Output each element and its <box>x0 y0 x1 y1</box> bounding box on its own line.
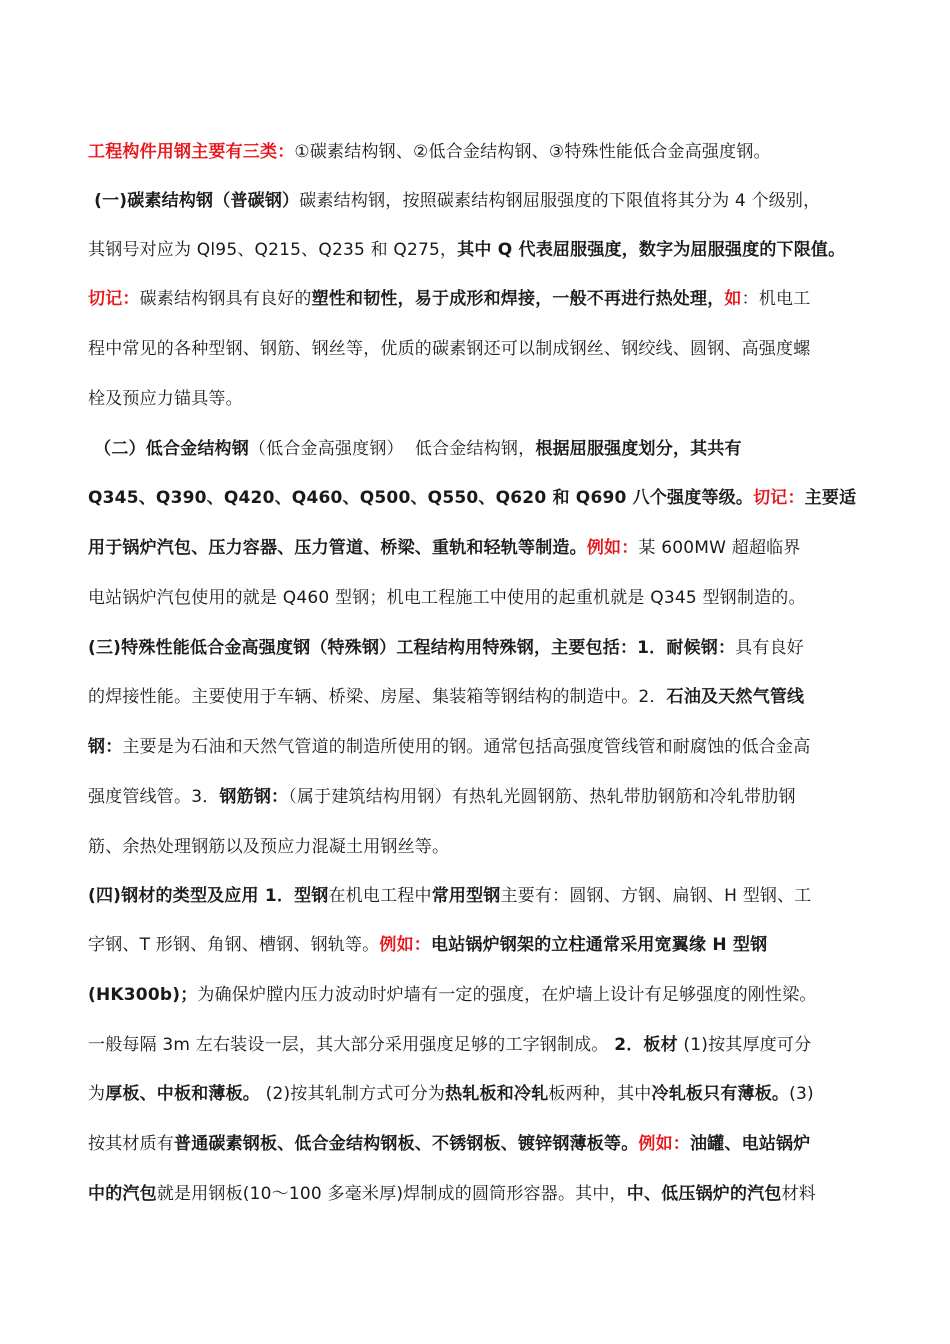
text-line <box>88 387 243 411</box>
bold-text: 钢筋钢： <box>219 787 289 807</box>
body-text: 一般每隔 3m 左右装设一层，其大部分采用强度足够的工字钢制成。 <box>88 1035 615 1055</box>
body-text: 碳素结构钢，按照碳素结构钢屈服强度的下限值将其分为 4 个级别， <box>299 191 821 211</box>
bold-text: 根据屈服强度划分，其共有 <box>535 439 742 459</box>
body-text: 为 <box>88 1084 106 1104</box>
bold-text: (HK300b)； <box>88 985 198 1005</box>
body-text: 其钢号对应为 Ql95、Q215、Q235 和 Q275， <box>88 240 458 260</box>
body-text: （低合金高强度钢） 低合金结构钢， <box>248 439 536 459</box>
body-text: ：机电工 <box>741 289 811 309</box>
body-text: 强度管线管。3． <box>88 787 220 807</box>
body-text: 板两种，其中 <box>548 1084 652 1104</box>
text-line <box>88 933 767 957</box>
highlight-text: 切记： <box>753 488 805 508</box>
highlight-text: 工程构件用钢主要有三类： <box>88 142 295 162</box>
text-line <box>88 437 742 461</box>
bold-text: (三)特殊性能低合金高强度钢（特殊钢）工程结构用特殊钢，主要包括：1．耐候钢： <box>88 638 736 658</box>
text-line <box>88 1132 810 1156</box>
body-text: 在机电工程中 <box>328 886 432 906</box>
text-line <box>88 586 806 610</box>
bold-text: 石油及天然气管线 <box>666 687 805 707</box>
text-line <box>88 536 801 560</box>
text-line <box>88 486 856 510</box>
text-line <box>88 785 796 809</box>
body-text: 碳素结构钢具有良好的 <box>139 289 312 309</box>
body-text: 字钢、T 形钢、角钢、槽钢、钢轨等。 <box>88 935 380 955</box>
body-text: 某 600MW 超超临界 <box>638 538 801 558</box>
bold-text: 厚板、中板和薄板。 <box>105 1084 261 1104</box>
highlight-text: 例如： <box>638 1134 691 1154</box>
text-line <box>88 1182 816 1206</box>
text-line <box>88 238 845 262</box>
bold-text: 中、低压锅炉的汽包 <box>626 1184 782 1204</box>
bold-text: 普通碳素钢板、低合金结构钢板、不锈钢板、镀锌钢薄板等。 <box>174 1134 639 1154</box>
bold-text: 钢： <box>88 737 123 757</box>
bold-text: 主要适 <box>804 488 857 508</box>
body-text: 材料 <box>781 1184 816 1204</box>
body-text: (1)按其厚度可分 <box>677 1035 812 1055</box>
text-line <box>88 189 820 213</box>
bold-text: 用于锅炉汽包、压力容器、压力管道、桥梁、重轨和轻轨等制造。 <box>88 538 587 558</box>
bold-text: 冷轧板只有薄板。 <box>651 1084 790 1104</box>
text-line <box>88 140 771 164</box>
bold-text: (四)钢材的类型及应用 1．型钢 <box>88 886 329 906</box>
body-text: 主要有：圆钢、方钢、扁钢、H 型钢、工 <box>500 886 812 906</box>
bold-text: (一)碳素结构钢（普碳钢） <box>88 191 300 211</box>
text-line <box>88 337 810 361</box>
bold-text: 热轧板和冷轧 <box>445 1084 549 1104</box>
text-line <box>88 735 810 759</box>
body-text: 按其材质有 <box>88 1134 174 1154</box>
highlight-text: 例如： <box>586 538 639 558</box>
text-line <box>88 287 810 311</box>
body-text: 电站锅炉汽包使用的就是 Q460 型钢；机电工程施工中使用的起重机就是 Q345 型钢制造的。 <box>88 588 806 608</box>
bold-text: （二）低合金结构钢 <box>88 439 249 459</box>
body-text: (2)按其轧制方式可分为 <box>260 1084 446 1104</box>
body-text: 筋、余热处理钢筋以及预应力混凝土用钢丝等。 <box>88 837 450 857</box>
bold-text: 电站锅炉钢架的立柱通常采用宽翼缘 H 型钢 <box>431 935 768 955</box>
text-line <box>88 1082 814 1106</box>
body-text: (3) <box>789 1084 814 1104</box>
highlight-text: 例如： <box>379 935 431 955</box>
body-text: 主要是为石油和天然气管道的制造所使用的钢。通常包括高强度管线管和耐腐蚀的低合金高 <box>122 737 811 757</box>
body-text: 的焊接性能。主要使用于车辆、桥梁、房屋、集装箱等钢结构的制造中。2． <box>88 687 667 707</box>
body-text: 为确保炉膛内压力波动时炉墙有一定的强度，在炉墙上设计有足够强度的刚性梁。 <box>197 985 817 1005</box>
bold-text: 中的汽包 <box>88 1184 157 1204</box>
bold-text: 2．板材 <box>614 1035 678 1055</box>
bold-text: Q345、Q390、Q420、Q460、Q500、Q550、Q620 和 Q690 八个强度等级。 <box>88 488 754 508</box>
text-line <box>88 1033 811 1057</box>
body-text: （属于建筑结构用钢）有热轧光圆钢筋、热轧带肋钢筋和冷轧带肋钢 <box>288 787 796 807</box>
body-text: 就是用钢板(10～100 多毫米厚)焊制成的圆筒形容器。其中， <box>156 1184 627 1204</box>
body-text: 栓及预应力锚具等。 <box>88 389 243 409</box>
body-text: 具有良好 <box>735 638 804 658</box>
bold-text: 常用型钢 <box>431 886 501 906</box>
highlight-text: 切记： <box>88 289 140 309</box>
text-line <box>88 884 812 908</box>
bold-text: 塑性和韧性，易于成形和焊接，一般不再进行热处理， <box>311 289 725 309</box>
highlight-text: 如 <box>724 289 742 309</box>
bold-text: 其中 Q 代表屈服强度，数字为屈服强度的下限值。 <box>457 240 846 260</box>
body-text: 程中常见的各种型钢、钢筋、钢丝等，优质的碳素钢还可以制成钢丝、钢绞线、圆钢、高强度螺 <box>88 339 811 359</box>
text-line <box>88 636 804 660</box>
body-text: ①碳素结构钢、②低合金结构钢、③特殊性能低合金高强度钢。 <box>294 142 771 162</box>
text-line <box>88 685 804 709</box>
bold-text: 油罐、电站锅炉 <box>690 1134 811 1154</box>
text-line <box>88 835 449 859</box>
text-line <box>88 983 817 1007</box>
